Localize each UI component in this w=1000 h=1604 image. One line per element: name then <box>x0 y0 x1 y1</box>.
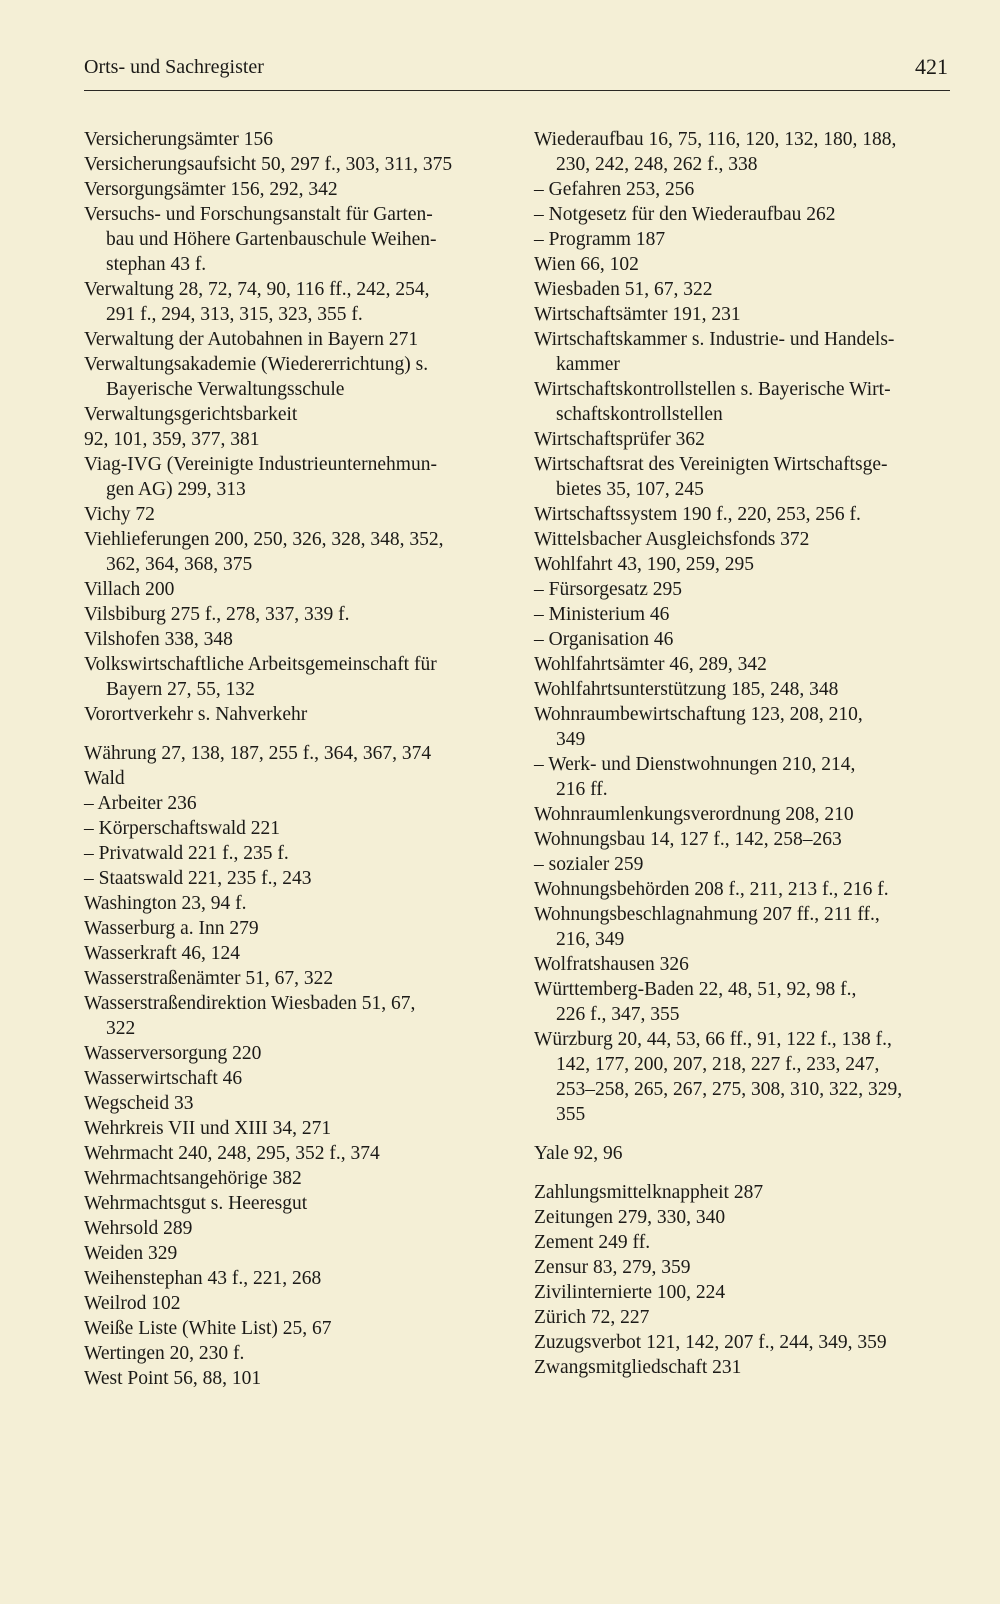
index-entry: Viehlieferungen 200, 250, 326, 328, 348, 352, 362, 364, 368, 375 <box>84 529 444 575</box>
index-entry: Verwaltungsgerichtsbarkeit <box>84 404 298 425</box>
index-column-right <box>534 127 954 1380</box>
index-entry: Versicherungsämter 156 <box>84 129 273 150</box>
index-entry: Wolfratshausen 326 <box>534 954 689 975</box>
index-entry: Vichy 72 <box>84 504 155 525</box>
index-entry: 92, 101, 359, 377, 381 <box>84 429 260 450</box>
index-entry: Wehrmacht 240, 248, 295, 352 f., 374 <box>84 1143 380 1164</box>
index-entry: Wohnraumbewirtschaftung 123, 208, 210, 349 <box>534 704 863 750</box>
index-entry: Wasserstraßenämter 51, 67, 322 <box>84 968 334 989</box>
index-entry: – Körperschaftswald 221 <box>84 818 281 839</box>
index-entry: Wohlfahrt 43, 190, 259, 295 <box>534 554 754 575</box>
index-entry: Wirtschaftskontrollstellen s. Bayerische Wirt- schaftskontrollstellen <box>534 379 891 425</box>
index-entry: Washington 23, 94 f. <box>84 893 247 914</box>
index-entry: Wohnungsbau 14, 127 f., 142, 258–263 <box>534 829 842 850</box>
index-entry: Wirtschaftsprüfer 362 <box>534 429 705 450</box>
index-entry: Weihenstephan 43 f., 221, 268 <box>84 1268 322 1289</box>
index-entry: Zement 249 ff. <box>534 1232 651 1253</box>
index-entry: Wehrmachtsangehörige 382 <box>84 1168 302 1189</box>
index-entry: Wien 66, 102 <box>534 254 639 275</box>
index-entry: Verwaltung 28, 72, 74, 90, 116 ff., 242, 254, 291 f., 294, 313, 315, 323, 355 f. <box>84 279 430 325</box>
index-entry: Versicherungsaufsicht 50, 297 f., 303, 311, 375 <box>84 154 453 175</box>
index-entry: – Privatwald 221 f., 235 f. <box>84 843 289 864</box>
index-entry: Vilsbiburg 275 f., 278, 337, 339 f. <box>84 604 350 625</box>
index-entry: Zuzugsverbot 121, 142, 207 f., 244, 349, 359 <box>534 1332 887 1353</box>
index-entry: Wohnungsbehörden 208 f., 211, 213 f., 216 f. <box>534 879 889 900</box>
index-entry: Yale 92, 96 <box>534 1143 623 1164</box>
index-entry: – Ministerium 46 <box>534 604 670 625</box>
index-entry: Viag-IVG (Vereinigte Industrieunternehmun- gen AG) 299, 313 <box>84 454 437 500</box>
index-entry: Wehrkreis VII und XIII 34, 271 <box>84 1118 332 1139</box>
index-entry: Wittelsbacher Ausgleichsfonds 372 <box>534 529 810 550</box>
running-head: Orts- und Sachregister <box>84 56 264 78</box>
index-entry: Weiden 329 <box>84 1243 178 1264</box>
index-entry: – Arbeiter 236 <box>84 793 197 814</box>
index-entry: Wegscheid 33 <box>84 1093 194 1114</box>
index-entry: Wald <box>84 768 125 789</box>
index-entry: Zürich 72, 227 <box>534 1307 650 1328</box>
index-entry: West Point 56, 88, 101 <box>84 1368 262 1389</box>
index-entry: – Gefahren 253, 256 <box>534 179 695 200</box>
index-entry: Vilshofen 338, 348 <box>84 629 233 650</box>
index-entry: Wirtschaftsrat des Vereinigten Wirtschaftsge- bietes 35, 107, 245 <box>534 454 888 500</box>
index-entry: Villach 200 <box>84 579 175 600</box>
index-entry: Zahlungsmittelknappheit 287 <box>534 1182 764 1203</box>
index-entry: Weilrod 102 <box>84 1293 181 1314</box>
index-entry: Verwaltung der Autobahnen in Bayern 271 <box>84 329 419 350</box>
index-entry: Weiße Liste (White List) 25, 67 <box>84 1318 332 1339</box>
index-entry: Würzburg 20, 44, 53, 66 ff., 91, 122 f., 138 f., 142, 177, 200, 207, 218, 227 f., 233, 247, 253–258, 265, 267, 275, 308, 310, 322, 329, 355 <box>534 1029 903 1125</box>
index-entry: Versorgungsämter 156, 292, 342 <box>84 179 338 200</box>
index-entry: Wehrmachtsgut s. Heeresgut <box>84 1193 308 1214</box>
index-entry: – sozialer 259 <box>534 854 644 875</box>
page-header <box>84 56 950 91</box>
index-entry: Wohnungsbeschlagnahmung 207 ff., 211 ff., 216, 349 <box>534 904 880 950</box>
index-entry: Vorortverkehr s. Nahverkehr <box>84 704 308 725</box>
index-entry: Wasserburg a. Inn 279 <box>84 918 259 939</box>
index-entry: Wohnraumlenkungsverordnung 208, 210 <box>534 804 854 825</box>
index-entry: Wohlfahrtsunterstützung 185, 248, 348 <box>534 679 839 700</box>
index-column-left <box>84 127 504 1391</box>
index-entry: Wirtschaftskammer s. Industrie- und Handels- kammer <box>534 329 895 375</box>
index-entry: Wasserversorgung 220 <box>84 1043 262 1064</box>
index-entry: Württemberg-Baden 22, 48, 51, 92, 98 f., 226 f., 347, 355 <box>534 979 857 1025</box>
index-entry: Währung 27, 138, 187, 255 f., 364, 367, 374 <box>84 743 432 764</box>
index-entry: Verwaltungsakademie (Wiedererrichtung) s. Bayerische Verwaltungsschule <box>84 354 429 400</box>
index-entry: Wiederaufbau 16, 75, 116, 120, 132, 180, 188, 230, 242, 248, 262 f., 338 <box>534 129 897 175</box>
index-entry: Volkswirtschaftliche Arbeitsgemeinschaft für Bayern 27, 55, 132 <box>84 654 437 700</box>
index-entry: – Fürsorgesatz 295 <box>534 579 683 600</box>
index-entry: Wiesbaden 51, 67, 322 <box>534 279 713 300</box>
index-entry: Zivilinternierte 100, 224 <box>534 1282 726 1303</box>
index-entry: Versuchs- und Forschungsanstalt für Garten- bau und Höhere Gartenbauschule Weihen- stephan 43 f. <box>84 204 437 275</box>
index-entry: Wehrsold 289 <box>84 1218 193 1239</box>
index-entry: – Notgesetz für den Wiederaufbau 262 <box>534 204 836 225</box>
index-entry: Wasserstraßendirektion Wiesbaden 51, 67, 322 <box>84 993 416 1039</box>
index-entry: Wohlfahrtsämter 46, 289, 342 <box>534 654 767 675</box>
index-entry: – Programm 187 <box>534 229 666 250</box>
index-entry: – Organisation 46 <box>534 629 674 650</box>
index-entry: Zeitungen 279, 330, 340 <box>534 1207 726 1228</box>
index-entry: Wasserkraft 46, 124 <box>84 943 241 964</box>
index-entry: Wirtschaftsämter 191, 231 <box>534 304 741 325</box>
index-entry: Wirtschaftssystem 190 f., 220, 253, 256 f. <box>534 504 861 525</box>
index-entry: Wasserwirtschaft 46 <box>84 1068 243 1089</box>
index-entry: Zwangsmitgliedschaft 231 <box>534 1357 742 1378</box>
page-number: 421 <box>915 54 948 79</box>
index-entry: Wertingen 20, 230 f. <box>84 1343 245 1364</box>
index-entry: – Staatswald 221, 235 f., 243 <box>84 868 312 889</box>
index-entry: – Werk- und Dienstwohnungen 210, 214, 216 ff. <box>534 754 856 800</box>
index-entry: Zensur 83, 279, 359 <box>534 1257 691 1278</box>
